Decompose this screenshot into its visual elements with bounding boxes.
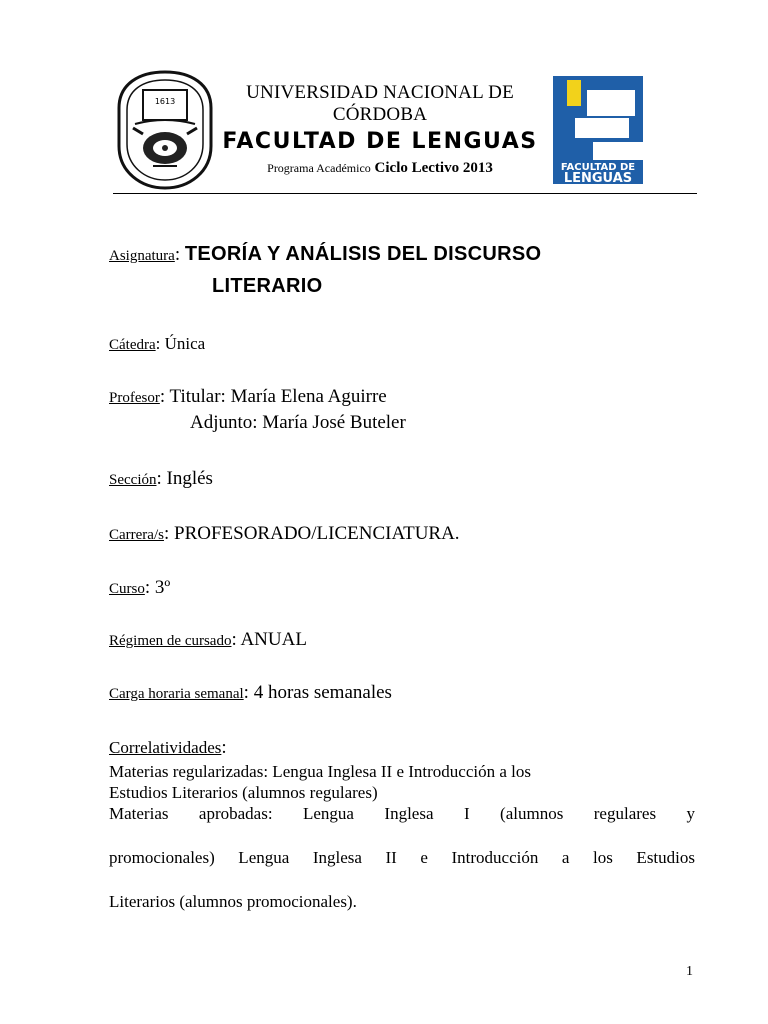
regularizadas-line-1: Materias regularizadas: Lengua Inglesa II e Introducción a los: [109, 762, 531, 781]
field-asignatura: Asignatura: TEORÍA Y ANÁLISIS DEL DISCURSO: [109, 243, 542, 265]
carrera-label: Carrera/s: [109, 527, 164, 543]
seccion-value: Inglés: [166, 468, 213, 489]
asignatura-title-line-1: TEORÍA Y ANÁLISIS DEL DISCURSO: [184, 243, 542, 265]
seccion-label: Sección: [109, 472, 157, 488]
profesor-adjunto-wrap: [190, 410, 406, 437]
seal-year: 1613: [154, 97, 176, 106]
aprobadas-line-1: Materias aprobadas: Lengua Inglesa I (alumnos regulares y: [109, 804, 695, 823]
aprobadas-line-2: promocionales) Lengua Inglesa II e Introducción a los Estudios: [109, 848, 695, 867]
regimen-label: Régimen de cursado: [109, 633, 232, 649]
logo-text-line-2: LENGUAS: [563, 171, 633, 184]
regimen-value: ANUAL: [240, 629, 307, 650]
field-catedra: Cátedra: Única: [109, 334, 206, 353]
profesor-adjunto: Adjunto: María José Buteler: [190, 412, 406, 433]
regularizadas-line-2: Estudios Literarios (alumnos regulares): [109, 783, 378, 802]
cycle-label: Ciclo Lectivo 2013: [374, 160, 493, 176]
logo-text-line-1: FACULTAD DE: [560, 162, 636, 173]
asignatura-title-line-2: LITERARIO: [212, 275, 323, 297]
program-line: [216, 158, 544, 178]
field-seccion: Sección: Inglés: [109, 468, 213, 489]
program-label: Programa Académico: [267, 161, 371, 175]
aprobadas-line-3: Literarios (alumnos promocionales).: [109, 892, 357, 911]
correlatividades-body: [109, 761, 695, 912]
university-name: [216, 82, 544, 126]
page-number: 1: [686, 964, 693, 979]
university-line-2: CÓRDOBA: [332, 104, 428, 125]
asignatura-label: Asignatura: [109, 248, 175, 264]
carga-label: Carga horaria semanal: [109, 686, 244, 702]
university-line-1: UNIVERSIDAD NACIONAL DE: [246, 82, 514, 103]
university-seal-icon: [113, 68, 217, 192]
curso-value: 3º: [154, 577, 171, 598]
curso-label: Curso: [109, 581, 145, 597]
catedra-label: Cátedra: [109, 337, 156, 353]
correlatividades-label: Correlatividades: [109, 738, 222, 757]
faculty-logo-icon: [553, 76, 643, 184]
field-carrera: Carrera/s: PROFESORADO/LICENCIATURA.: [109, 523, 460, 544]
faculty-name: FACULTAD DE LENGUAS: [222, 129, 538, 154]
profesor-label: Profesor: [109, 390, 160, 406]
profesor-titular: Titular: María Elena Aguirre: [169, 386, 387, 407]
field-curso: Curso: 3º: [109, 577, 171, 598]
header-divider: [113, 193, 697, 194]
field-carga-horaria: Carga horaria semanal: 4 horas semanales: [109, 682, 392, 703]
field-profesor: Profesor: Titular: María Elena Aguirre: [109, 386, 387, 407]
carrera-value: PROFESORADO/LICENCIATURA.: [174, 523, 460, 544]
catedra-value: Única: [164, 334, 206, 353]
asignatura-title-line-2-wrap: [212, 273, 322, 301]
field-correlatividades: Correlatividades:: [109, 737, 227, 758]
carga-value: 4 horas semanales: [253, 682, 392, 703]
field-regimen: Régimen de cursado: ANUAL: [109, 629, 307, 650]
